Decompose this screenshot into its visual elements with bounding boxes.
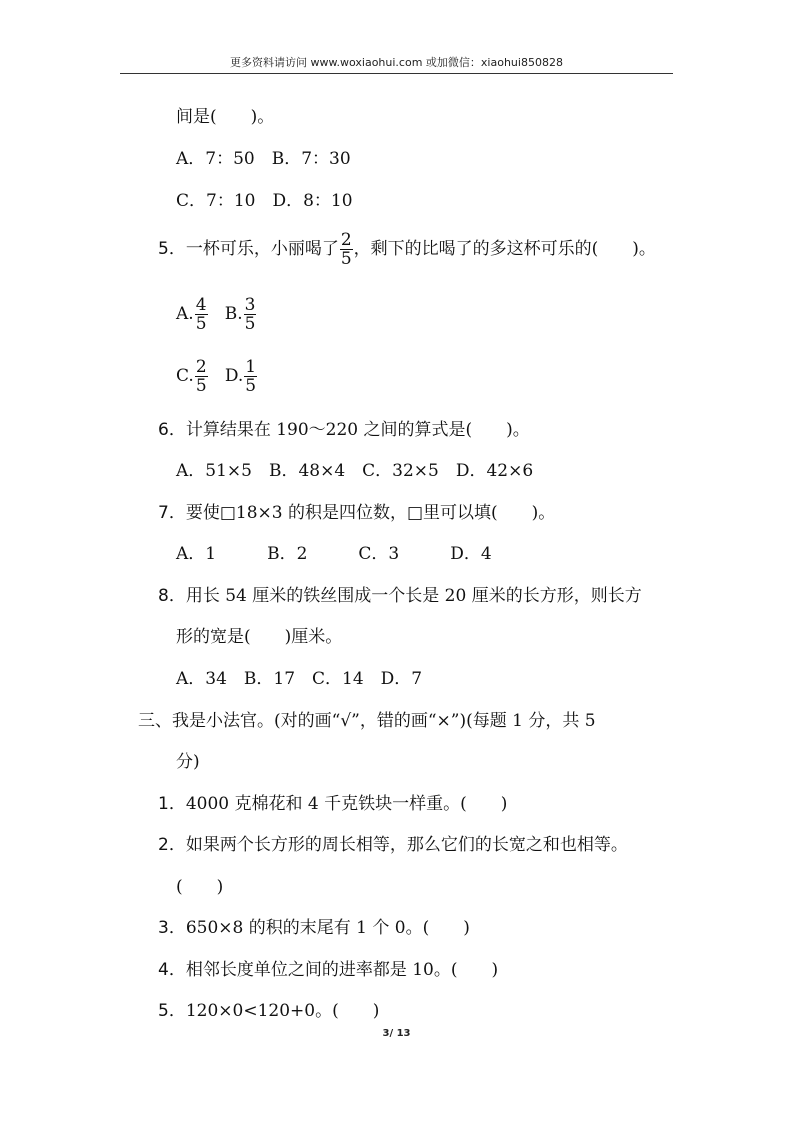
tf-item-1: 1．4000 克棉花和 4 千克铁块一样重。( ) [158, 794, 508, 814]
tf-item-2-bracket: ( ) [176, 877, 224, 897]
page-number: 3/ 13 [382, 1028, 411, 1039]
q5-option-a-fraction: $\frac{4}{5}$ [195, 295, 207, 334]
section3-title-cont: 分) [176, 752, 200, 772]
q7-question [158, 503, 555, 523]
q5-option-b-label: B. [224, 304, 243, 324]
tf-item-2: 2．如果两个长方形的周长相等，那么它们的长宽之和也相等。 [158, 835, 628, 855]
q5-option-b-fraction: $\frac{3}{5}$ [244, 295, 256, 334]
q7-options: A．1 B．2 C．3 D．4 [176, 544, 492, 564]
q8-text-line2: 形的宽是( )厘米。 [176, 627, 343, 647]
tf-item-4: 4．相邻长度单位之间的进率都是 10。( ) [158, 960, 499, 980]
q8-text-line1: 用长 54 厘米的铁丝围成一个长是 20 厘米的长方形，则长方 [185, 586, 642, 606]
q5-option-d-label: D. [224, 366, 244, 386]
q4-options-cd: C．7：10 D．8：10 [176, 191, 353, 211]
page-header: 更多资料请访问 www.woxiaohui.com 或加微信：xiaohui850828 [230, 56, 563, 69]
q7-number: 7． [158, 503, 186, 523]
q5-text-a: 一杯可乐，小丽喝了 [185, 239, 339, 259]
tf-item-3: 3．650×8 的积的末尾有 1 个 0。( ) [158, 918, 470, 938]
q8-options: A．34 B．17 C．14 D．7 [176, 669, 423, 689]
q7-text: 要使□18×3 的积是四位数，□里可以填( )。 [185, 503, 556, 523]
q6-options: A．51×5 B．48×4 C．32×5 D．42×6 [176, 461, 534, 481]
q5-text-b: ，剩下的比喝了的多这杯可乐的( )。 [353, 239, 656, 259]
q5-options-cd [176, 358, 258, 395]
q8-number: 8． [158, 586, 186, 606]
q5-option-c-label: C. [176, 366, 194, 386]
q8-question [158, 586, 642, 606]
q6-question [158, 420, 530, 440]
header-rule [120, 73, 673, 74]
q5-number: 5． [158, 239, 186, 259]
q5-question [158, 231, 656, 268]
q5-options-ab [176, 296, 257, 333]
q5-fraction: $\frac{2}{5}$ [340, 230, 352, 269]
q4-options-ab: A．7：50 B．7：30 [176, 149, 351, 169]
q6-text: 计算结果在 190～220 之间的算式是( )。 [185, 420, 530, 440]
q6-number: 6． [158, 420, 186, 440]
q5-option-c-fraction: $\frac{2}{5}$ [195, 357, 207, 396]
q5-option-d-fraction: $\frac{1}{5}$ [245, 357, 257, 396]
tf-item-5: 5．120×0<120+0。( ) [158, 1001, 380, 1021]
q5-option-a-label: A. [176, 304, 194, 324]
section3-title: 三、我是小法官。(对的画“√”，错的画“×”)(每题 1 分，共 5 [138, 711, 596, 731]
q4-continuation: 间是( )。 [176, 107, 275, 127]
